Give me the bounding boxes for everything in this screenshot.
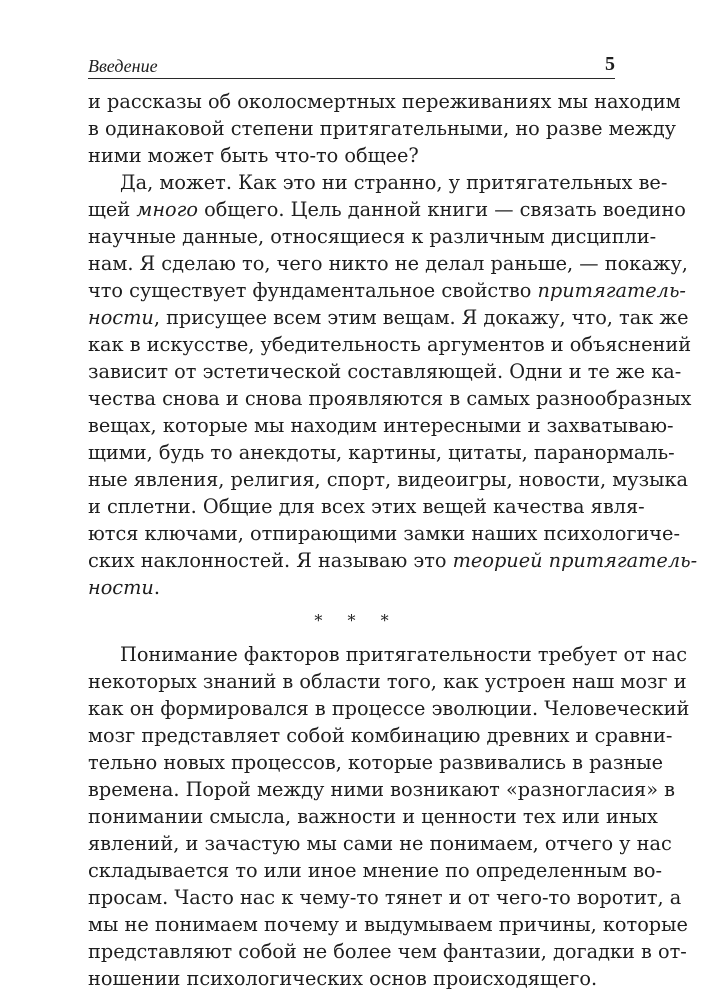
body-text	[88, 88, 698, 992]
text-line: ются ключами, отпирающими замки наших психологиче-	[88, 522, 680, 545]
emphasis: теорией притягатель-	[452, 549, 698, 572]
paragraph-1	[88, 88, 681, 169]
text-line: мы не понимаем почему и выдумываем причины, которые	[88, 913, 688, 936]
text-line: чества снова и снова проявляются в самых разнообразных	[88, 387, 692, 410]
text-line: и сплетни. Общие для всех этих вещей качества явля-	[88, 495, 645, 518]
emphasis: ности	[88, 306, 154, 329]
text-line: вещах, которые мы находим интересными и захватываю-	[88, 414, 674, 437]
text-line: ности.	[88, 576, 160, 599]
text-line: научные данные, относящиеся к различным дисципли-	[88, 225, 657, 248]
running-head	[88, 53, 615, 76]
text-line: тельно новых процессов, которые развивались в разные	[88, 751, 664, 774]
emphasis: притягатель-	[537, 279, 686, 302]
text-line: как в искусстве, убедительность аргументов и объяснений	[88, 333, 692, 356]
text-line: щими, будь то анекдоты, картины, цитаты, паранормаль-	[88, 441, 675, 464]
text-line: что существует фундаментальное свойство притягатель-	[88, 279, 686, 302]
text-line: ности, присущее всем этим вещам. Я докажу, что, так же	[88, 306, 689, 329]
text-line: ними может быть что-то общее?	[88, 144, 419, 167]
text-line: времена. Порой между ними возникают «разногласия» в	[88, 778, 676, 801]
paragraph-2	[88, 169, 698, 601]
paragraph-3	[88, 641, 690, 992]
text-line: и рассказы об околосмертных переживаниях мы находим	[88, 90, 681, 113]
section-separator: * * *	[314, 611, 399, 630]
text-line: складывается то или иное мнение по определенным во-	[88, 859, 663, 882]
header-rule	[88, 78, 615, 79]
text-line: нам. Я сделаю то, чего никто не делал раньше, — покажу,	[88, 252, 688, 275]
text-line: мозг представляет собой комбинацию древних и сравни-	[88, 724, 673, 747]
page-number: 5	[605, 53, 615, 75]
text-line: ских наклонностей. Я называю это теорией притягатель-	[88, 549, 698, 572]
text-line: просам. Часто нас к чему-то тянет и от чего-то воротит, а	[88, 886, 682, 909]
emphasis: много	[136, 198, 198, 221]
text-line: представляют собой не более чем фантазии, догадки в от-	[88, 940, 687, 963]
text-line: явлений, и зачастую мы сами не понимаем, отчего у нас	[88, 832, 672, 855]
text-line: понимании смысла, важности и ценности тех или иных	[88, 805, 658, 828]
text-line: в одинаковой степени притягательными, но разве между	[88, 117, 677, 140]
text-line: некоторых знаний в области того, как устроен наш мозг и	[88, 670, 687, 693]
emphasis: ности	[88, 576, 154, 599]
text-line: как он формировался в процессе эволюции. Человеческий	[88, 697, 690, 720]
text-line: Да, может. Как это ни странно, у притягательных ве-	[120, 171, 668, 194]
text-line: ношении психологических основ происходящего.	[88, 967, 598, 990]
text-line: зависит от эстетической составляющей. Одни и те же ка-	[88, 360, 682, 383]
section-title: Введение	[88, 56, 158, 76]
text-line: ные явления, религия, спорт, видеоигры, новости, музыка	[88, 468, 689, 491]
text-line: Понимание факторов притягательности требует от нас	[120, 643, 688, 666]
text-line: щей много общего. Цель данной книги — связать воедино	[88, 198, 686, 221]
